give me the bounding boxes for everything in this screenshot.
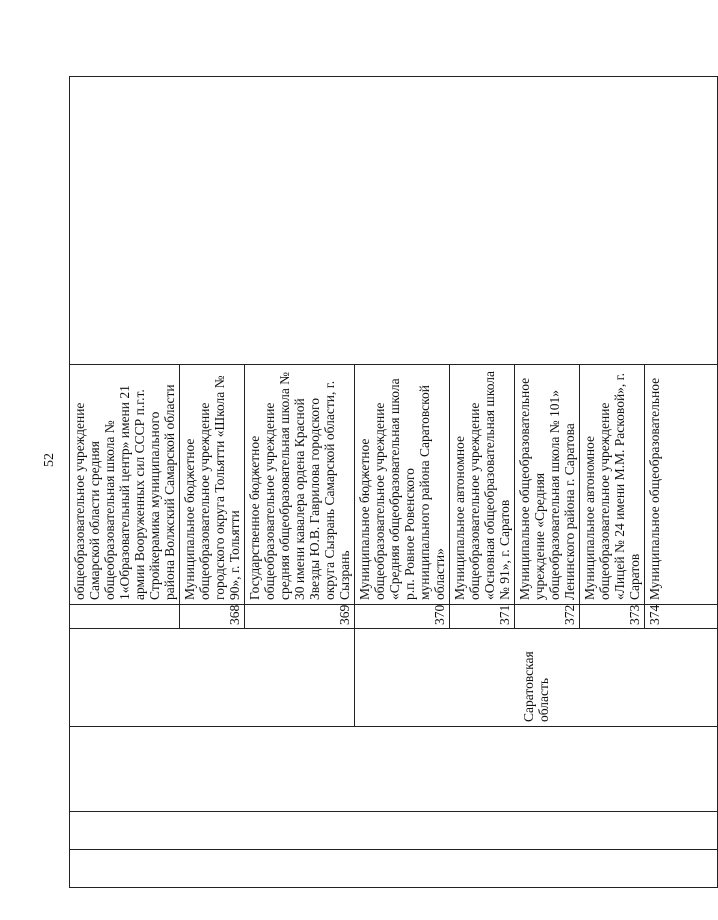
schools-table — [69, 76, 718, 888]
row-number: 373 — [580, 605, 645, 629]
row-number: 370 — [355, 605, 450, 629]
school-name: Государственное бюджетное общеобразовательное учреждение средняя общеобразовательная школа № 30 имени кавалера ордена Красной Звезды Ю.В. Гаврилова городского округа Сызрань Самарской области, г. Сызрань — [245, 365, 355, 605]
rotated-table-container — [69, 77, 662, 888]
row-number: 371 — [450, 605, 515, 629]
table-frame — [69, 77, 662, 888]
page-number: 52 — [42, 453, 57, 467]
row-number: 374 — [645, 605, 718, 629]
table-row — [70, 77, 180, 888]
school-name: общеобразовательное учреждение Самарской области средняя общеобразовательная школа № 1«Образовательный центр» имени 21 армии Вооруженных сил СССР п.г.т. Стройкерамика муниципального района Волжский Самарской области — [70, 365, 180, 605]
blank-column-right — [70, 77, 718, 365]
school-name: Муниципальное общеобразовательное — [645, 365, 718, 605]
blank-column-2 — [70, 812, 718, 850]
region-cell-samara — [70, 629, 355, 727]
row-number — [70, 605, 180, 629]
blank-column-1 — [70, 850, 718, 888]
blank-column-3 — [70, 727, 718, 812]
row-number: 368 — [180, 605, 245, 629]
region-cell: Саратовская область — [355, 629, 718, 727]
school-name: Муниципальное бюджетное общеобразовательное учреждение городского округа Тольятти «Школа № 90», г. Тольятти — [180, 365, 245, 605]
row-number: 369 — [245, 605, 355, 629]
school-name: Муниципальное общеобразовательное учреждение «Средняя общеобразовательная школа № 101» Ленинского района г. Саратова — [515, 365, 580, 605]
school-name: Муниципальное бюджетное общеобразовательное учреждение «Средняя общеобразовательная школа р.п. Ровное Ровенского муниципального района Саратовской области» — [355, 365, 450, 605]
school-name: Муниципальное автономное общеобразовательное учреждение «Основная общеобразовательная школа № 91», г. Саратов — [450, 365, 515, 605]
school-name: Муниципальное автономное общеобразовательное учреждение «Лицей № 24 имени М.М. Расковой», г. Саратов — [580, 365, 645, 605]
row-number: 372 — [515, 605, 580, 629]
